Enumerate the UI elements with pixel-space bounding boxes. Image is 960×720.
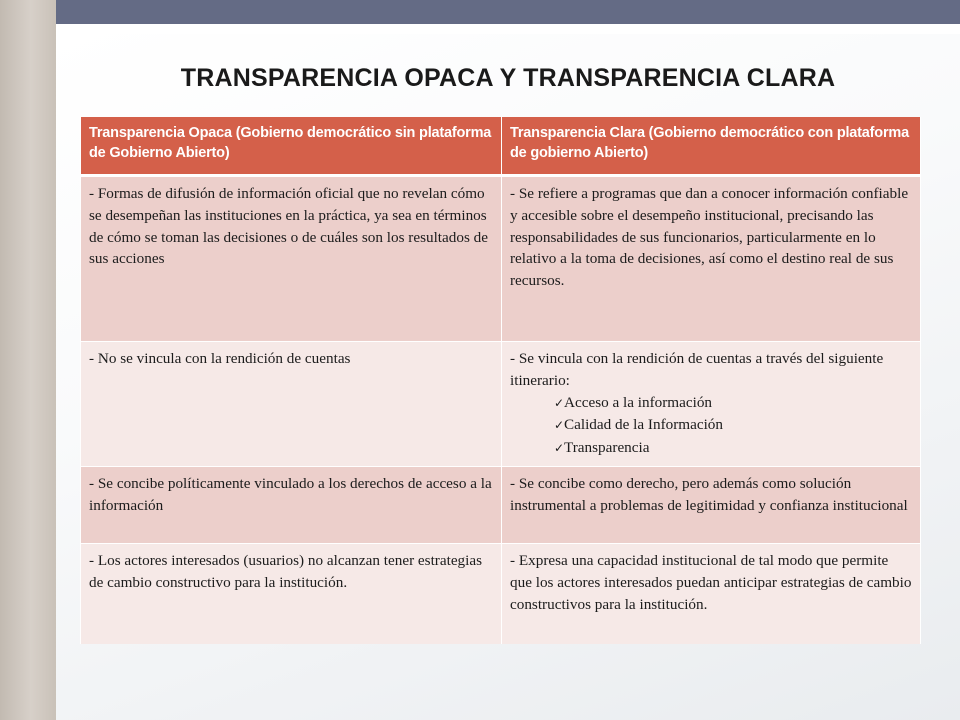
cell-opaca: - Los actores interesados (usuarios) no alcanzan tener estrategias de cambio constructivo para la institución. [81, 543, 502, 644]
header-transparencia-opaca: Transparencia Opaca (Gobierno democrático sin plataforma de Gobierno Abierto) [81, 117, 502, 176]
checklist-item [554, 392, 912, 415]
checkmark-icon: ✓ [554, 441, 565, 456]
left-decorative-bar [0, 0, 56, 720]
table-header-row [81, 117, 921, 176]
comparison-table [80, 117, 921, 644]
cell-clara-text: - Se vincula con la rendición de cuentas a través del siguiente itinerario: [510, 350, 884, 389]
cell-opaca: - Se concibe políticamente vinculado a los derechos de acceso a la información [81, 466, 502, 543]
slide-title: TRANSPARENCIA OPACA Y TRANSPARENCIA CLARA [180, 64, 836, 92]
checklist-item [554, 437, 912, 460]
table-row [81, 466, 921, 543]
itinerary-checklist [510, 392, 912, 460]
checklist-item [554, 414, 912, 437]
table-row [81, 342, 921, 467]
table-row [81, 543, 921, 644]
checklist-item-label: Calidad de la Información [564, 416, 723, 434]
cell-clara: - Se concibe como derecho, pero además como solución instrumental a problemas de legitimidad y confianza institucional [502, 466, 921, 543]
cell-clara: - Se refiere a programas que dan a conocer información confiable y accesible sobre el desempeño institucional, precisando las responsabilidades de sus funcionarios, particularmente en lo relativo a la toma de decisiones, así como el destino real de sus recursos. [502, 176, 921, 342]
cell-opaca: - No se vincula con la rendición de cuentas [81, 342, 502, 467]
cell-clara: - Expresa una capacidad institucional de tal modo que permite que los actores interesados puedan anticipar estrategias de cambio constructivos para la institución. [502, 543, 921, 644]
checkmark-icon: ✓ [554, 418, 565, 433]
checklist-item-label: Transparencia [564, 439, 650, 457]
table-row [81, 176, 921, 342]
cell-clara [502, 342, 921, 467]
cell-opaca: - Formas de difusión de información oficial que no revelan cómo se desempeñan las instituciones en la práctica, ya sea en términos de cómo se toman las decisiones o de cuáles son los resultados de sus acciones [81, 176, 502, 342]
top-decorative-bar [56, 0, 960, 24]
checkmark-icon: ✓ [554, 395, 565, 410]
checklist-item-label: Acceso a la información [564, 393, 713, 411]
header-transparencia-clara: Transparencia Clara (Gobierno democrático con plataforma de gobierno Abierto) [502, 117, 921, 176]
